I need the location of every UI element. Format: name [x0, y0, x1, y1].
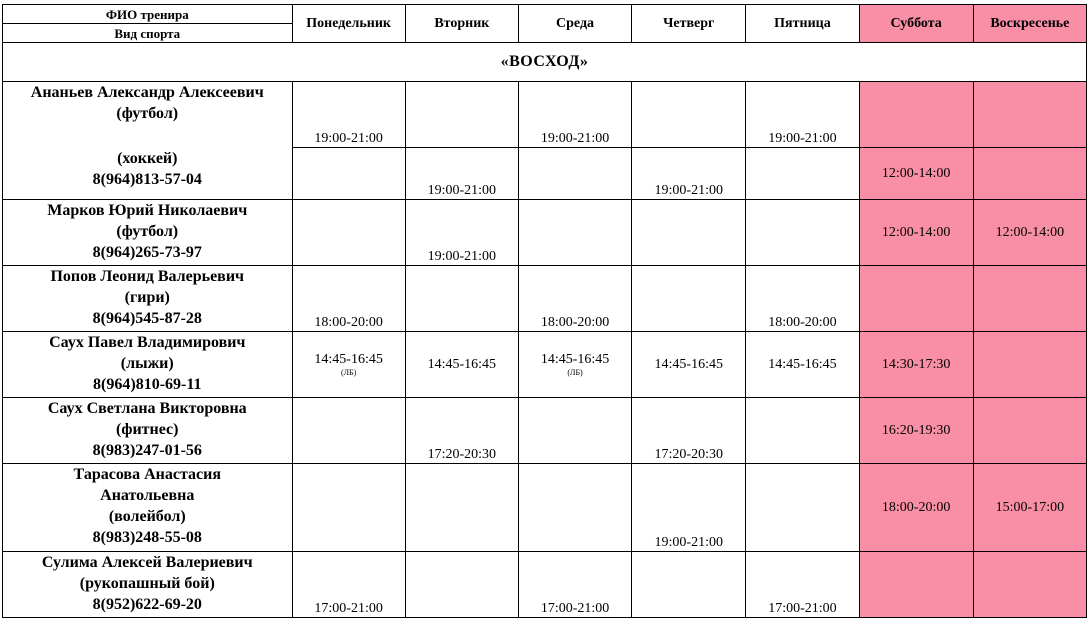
time-slot-saturday — [859, 464, 973, 552]
time-slot-tuesday — [405, 266, 518, 332]
time-slot-wednesday — [518, 398, 631, 464]
time-slot-thursday — [632, 552, 746, 618]
trainer-info-line: 8(964)265-73-97 — [92, 244, 202, 261]
time-slot-saturday — [859, 82, 973, 148]
trainer-info-line: (рукопашный бой) — [79, 575, 215, 592]
time-slot-sunday — [973, 332, 1086, 398]
header-day-friday: Пятница — [746, 5, 859, 43]
time-slot-note: (ЛБ) — [567, 368, 583, 377]
header-day-monday: Понедельник — [292, 5, 405, 43]
trainer-cell — [3, 332, 293, 398]
time-slot-thursday — [632, 266, 746, 332]
table-row — [3, 82, 1087, 148]
time-slot-text: 14:30-17:30 — [881, 356, 951, 372]
table-row — [3, 148, 1087, 200]
time-slot-wednesday — [518, 464, 631, 552]
time-slot-monday — [292, 332, 405, 398]
header-row-top — [3, 5, 1087, 24]
trainer-cell — [3, 82, 293, 148]
time-slot-sunday — [973, 398, 1086, 464]
time-slot-tuesday — [405, 398, 518, 464]
table-row — [3, 200, 1087, 266]
trainer-cell — [3, 148, 293, 200]
time-slot-note: (ЛБ) — [340, 368, 357, 377]
time-slot-tuesday — [405, 552, 518, 618]
time-slot-monday — [292, 82, 405, 148]
time-slot-saturday — [859, 332, 973, 398]
time-slot-friday — [746, 398, 859, 464]
trainer-info-line: (футбол) — [116, 105, 179, 122]
time-slot-text: 18:00-20:00 — [768, 315, 837, 330]
time-slot-text: 19:00-21:00 — [540, 131, 610, 146]
time-slot-text: 17:00-21:00 — [768, 601, 837, 616]
header-day-wednesday: Среда — [518, 5, 631, 43]
time-slot-text: 19:00-21:00 — [654, 183, 723, 198]
table-row — [3, 464, 1087, 552]
time-slot-text: 19:00-21:00 — [768, 131, 837, 146]
time-slot-monday — [292, 148, 405, 200]
time-slot-sunday — [973, 82, 1086, 148]
time-slot-text: 14:45-16:45 — [314, 352, 383, 367]
time-slot-text: 17:20-20:30 — [427, 447, 497, 462]
time-slot-monday — [292, 398, 405, 464]
time-slot-friday — [746, 332, 859, 398]
time-slot-text: 17:00-21:00 — [540, 601, 610, 616]
time-slot-text: 14:45-16:45 — [540, 352, 610, 367]
trainer-info-line: (волейбол) — [108, 508, 186, 525]
trainer-info-line: 8(952)622-69-20 — [92, 596, 202, 613]
trainer-info-line: 8(964)810-69-11 — [93, 376, 202, 393]
trainer-cell — [3, 200, 293, 266]
time-slot-tuesday — [405, 148, 518, 200]
time-slot-friday — [746, 266, 859, 332]
time-slot-text: 16:20-19:30 — [881, 422, 951, 438]
time-slot-text: 17:20-20:30 — [654, 447, 723, 462]
section-title: «ВОСХОД» — [3, 43, 1087, 82]
time-slot-text: 19:00-21:00 — [427, 183, 497, 198]
schedule-table — [2, 4, 1087, 618]
time-slot-thursday — [632, 148, 746, 200]
time-slot-text: 19:00-21:00 — [427, 249, 497, 264]
time-slot-monday — [292, 200, 405, 266]
time-slot-saturday — [859, 200, 973, 266]
trainer-info-line: 8(964)545-87-28 — [92, 310, 202, 327]
trainer-cell — [3, 398, 293, 464]
trainer-info-line: (хоккей) — [117, 149, 178, 167]
time-slot-wednesday — [518, 82, 631, 148]
time-slot-thursday — [632, 332, 746, 398]
time-slot-text: 15:00-17:00 — [995, 499, 1065, 515]
trainer-cell — [3, 266, 293, 332]
trainer-info-line: (фитнес) — [116, 421, 179, 438]
time-slot-friday — [746, 148, 859, 200]
header-day-sunday: Воскресенье — [973, 5, 1086, 43]
time-slot-sunday — [973, 464, 1086, 552]
trainer-info-line: Саух Светлана Викторовна — [47, 400, 247, 417]
time-slot-saturday — [859, 148, 973, 200]
time-slot-tuesday — [405, 82, 518, 148]
table-row — [3, 332, 1087, 398]
trainer-info-line: Сулима Алексей Валериевич — [41, 554, 253, 571]
trainer-info-line: (гири) — [124, 289, 170, 306]
trainer-info-line: Анатольевна — [100, 487, 195, 504]
time-slot-text: 18:00-20:00 — [540, 315, 610, 330]
header-sport-type: Вид спорта — [3, 24, 293, 43]
time-slot-tuesday — [405, 464, 518, 552]
trainer-info-line: (футбол) — [116, 223, 179, 240]
time-slot-friday — [746, 464, 859, 552]
time-slot-wednesday — [518, 552, 631, 618]
time-slot-saturday — [859, 266, 973, 332]
time-slot-saturday — [859, 552, 973, 618]
header-day-thursday: Четверг — [632, 5, 746, 43]
trainer-rows — [3, 82, 1087, 618]
time-slot-text: 12:00-14:00 — [881, 165, 951, 181]
time-slot-monday — [292, 552, 405, 618]
time-slot-text: 19:00-21:00 — [654, 535, 723, 550]
trainer-info-line: 8(983)247-01-56 — [92, 442, 202, 459]
trainer-info-line: 8(964)813-57-04 — [92, 170, 202, 188]
trainer-info-line: Тарасова Анастасия — [73, 466, 221, 483]
time-slot-thursday — [632, 200, 746, 266]
trainer-cell — [3, 464, 293, 552]
trainer-info-line: (лыжи) — [120, 355, 174, 372]
time-slot-sunday — [973, 200, 1086, 266]
time-slot-sunday — [973, 552, 1086, 618]
time-slot-sunday — [973, 266, 1086, 332]
trainer-info-line: Попов Леонид Валерьевич — [50, 268, 245, 285]
table-row — [3, 266, 1087, 332]
time-slot-text: 14:45-16:45 — [427, 356, 497, 372]
time-slot-text: 19:00-21:00 — [314, 131, 383, 146]
time-slot-tuesday — [405, 332, 518, 398]
time-slot-wednesday — [518, 266, 631, 332]
trainer-cell — [3, 552, 293, 618]
trainer-info-line: 8(983)248-55-08 — [92, 529, 202, 546]
time-slot-monday — [292, 464, 405, 552]
trainer-info-line: Ананьев Александр Алексеевич — [30, 84, 264, 101]
time-slot-text: 18:00-20:00 — [314, 315, 383, 330]
time-slot-friday — [746, 552, 859, 618]
time-slot-wednesday — [518, 332, 631, 398]
time-slot-thursday — [632, 398, 746, 464]
time-slot-text: 17:00-21:00 — [314, 601, 383, 616]
time-slot-monday — [292, 266, 405, 332]
time-slot-text: 12:00-14:00 — [881, 224, 951, 240]
trainer-info-line: Саух Павел Владимирович — [49, 334, 246, 351]
time-slot-thursday — [632, 464, 746, 552]
time-slot-friday — [746, 200, 859, 266]
header-day-tuesday: Вторник — [405, 5, 518, 43]
time-slot-text: 18:00-20:00 — [881, 499, 951, 515]
table-row — [3, 552, 1087, 618]
header-trainer-name: ФИО тренира — [3, 5, 293, 24]
time-slot-text: 12:00-14:00 — [995, 224, 1065, 240]
trainer-info-line: Марков Юрий Николаевич — [47, 202, 248, 219]
time-slot-sunday — [973, 148, 1086, 200]
time-slot-saturday — [859, 398, 973, 464]
time-slot-friday — [746, 82, 859, 148]
time-slot-wednesday — [518, 200, 631, 266]
time-slot-wednesday — [518, 148, 631, 200]
section-row — [3, 43, 1087, 82]
time-slot-thursday — [632, 82, 746, 148]
header-day-saturday: Суббота — [859, 5, 973, 43]
time-slot-text: 14:45-16:45 — [654, 356, 723, 372]
time-slot-text: 14:45-16:45 — [768, 356, 837, 372]
time-slot-tuesday — [405, 200, 518, 266]
table-row — [3, 398, 1087, 464]
